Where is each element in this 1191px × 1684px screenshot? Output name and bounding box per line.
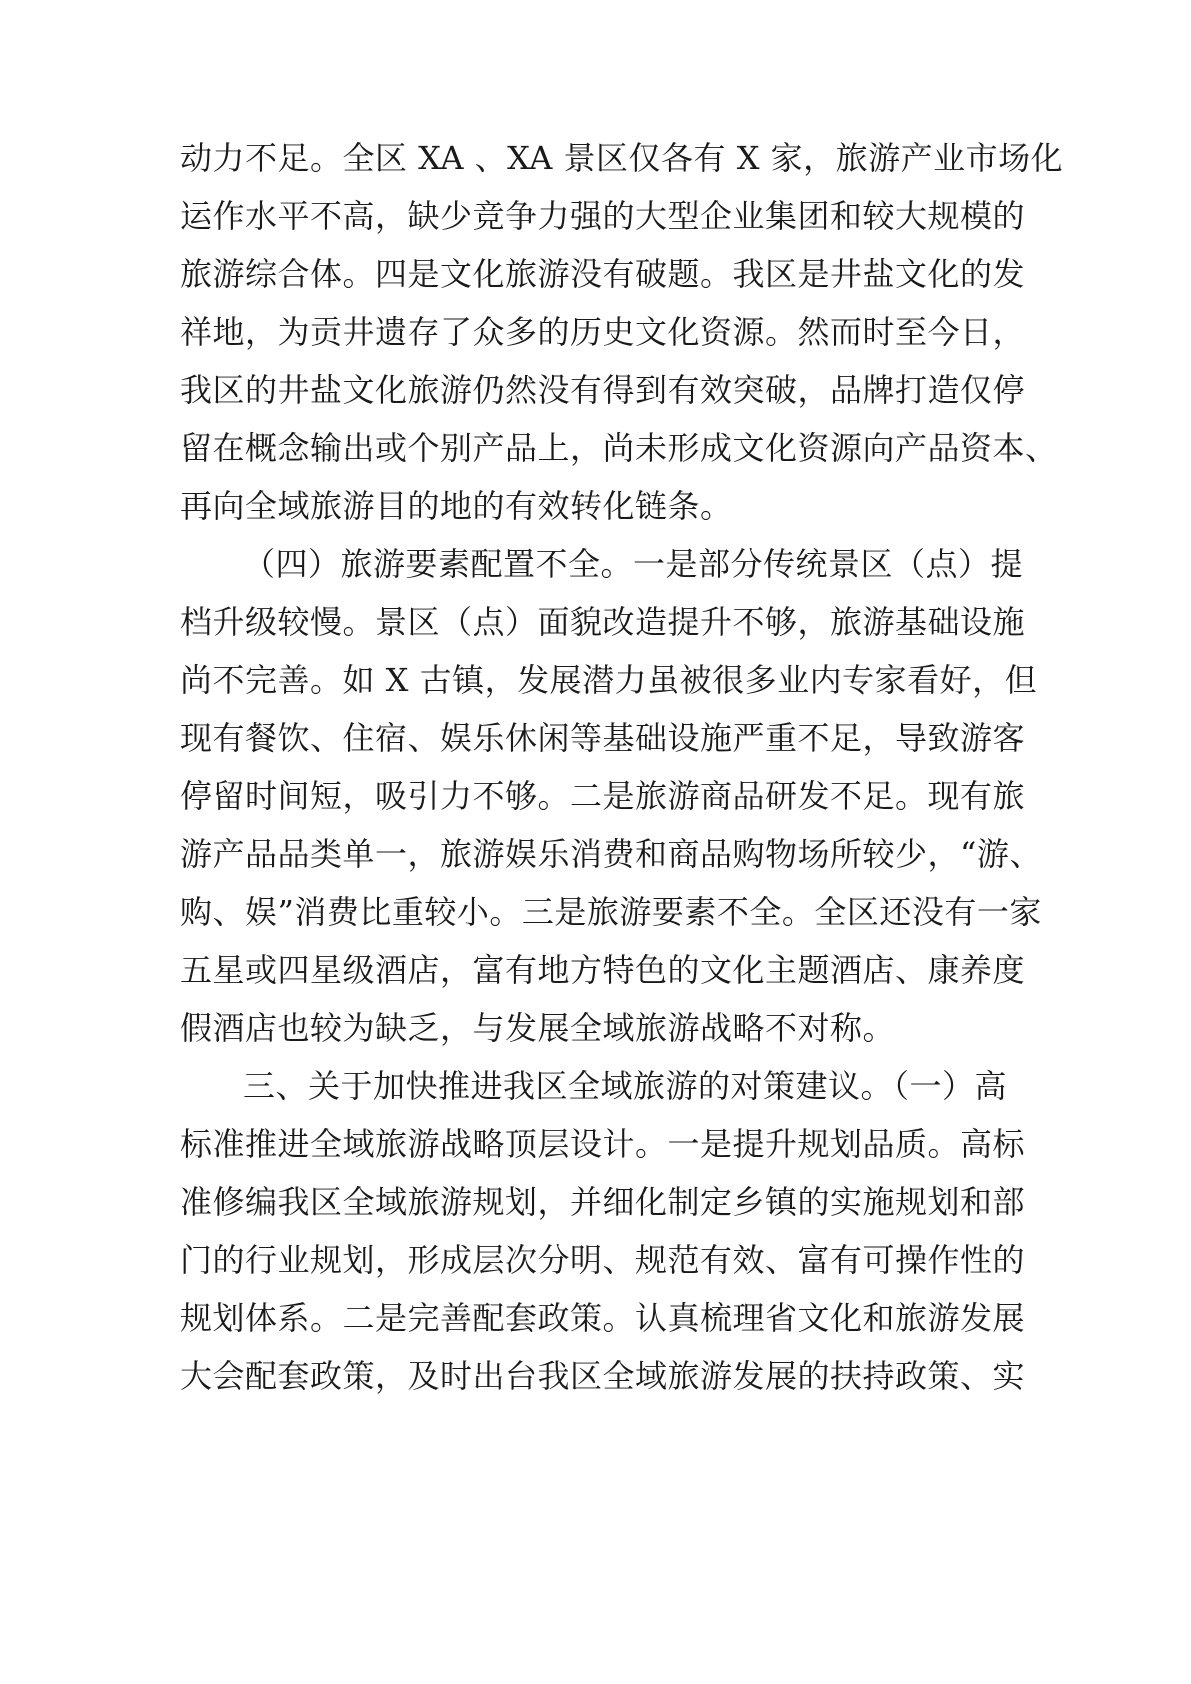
text-line: 运作水平不高，缺少竞争力强的大型企业集团和较大规模的: [180, 197, 1026, 235]
text-line: 假酒店也较为缺乏，与发展全域旅游战略不对称。: [180, 1009, 896, 1047]
text-line: 标准推进全域旅游战略顶层设计。一是提升规划品质。高标: [180, 1125, 1026, 1163]
text-line: 规划体系。二是完善配套政策。认真梳理省文化和旅游发展: [180, 1299, 1026, 1337]
paragraph-start-line: （四）旅游要素配置不全。一是部分传统景区（点）提: [243, 545, 1024, 583]
text-line: 档升级较慢。景区（点）面貌改造提升不够，旅游基础设施: [180, 603, 1026, 641]
text-line: 门的行业规划，形成层次分明、规范有效、富有可操作性的: [180, 1241, 1026, 1279]
text-line: 留在概念输出或个别产品上，尚未形成文化资源向产品资本、: [180, 429, 1058, 467]
text-line: 祥地，为贡井遗存了众多的历史文化资源。然而时至今日，: [180, 313, 1026, 351]
text-line: 现有餐饮、住宿、娱乐休闲等基础设施严重不足，导致游客: [180, 719, 1026, 757]
text-line: 准修编我区全域旅游规划，并细化制定乡镇的实施规划和部: [180, 1183, 1026, 1221]
text-line: 购、娱”消费比重较小。三是旅游要素不全。全区还没有一家: [180, 893, 1042, 931]
paragraph-start-line: 三、关于加快推进我区全域旅游的对策建议。（一）高: [243, 1067, 1008, 1105]
text-line: 停留时间短，吸引力不够。二是旅游商品研发不足。现有旅: [180, 777, 1026, 815]
text-line: 大会配套政策，及时出台我区全域旅游发展的扶持政策、实: [180, 1357, 1026, 1395]
text-line: 五星或四星级酒店，富有地方特色的文化主题酒店、康养度: [180, 951, 1026, 989]
text-line: 尚不完善。如 X 古镇，发展潜力虽被很多业内专家看好，但: [180, 661, 1038, 699]
text-line: 游产品品类单一，旅游娱乐消费和商品购物场所较少，“游、: [180, 835, 1042, 873]
text-line: 旅游综合体。四是文化旅游没有破题。我区是井盐文化的发: [180, 255, 1026, 293]
text-line: 再向全域旅游目的地的有效转化链条。: [180, 487, 733, 525]
text-line: 我区的井盐文化旅游仍然没有得到有效突破，品牌打造仅停: [180, 371, 1026, 409]
text-line: 动力不足。全区 XA 、XA 景区仅各有 X 家，旅游产业市场化: [180, 139, 1064, 177]
